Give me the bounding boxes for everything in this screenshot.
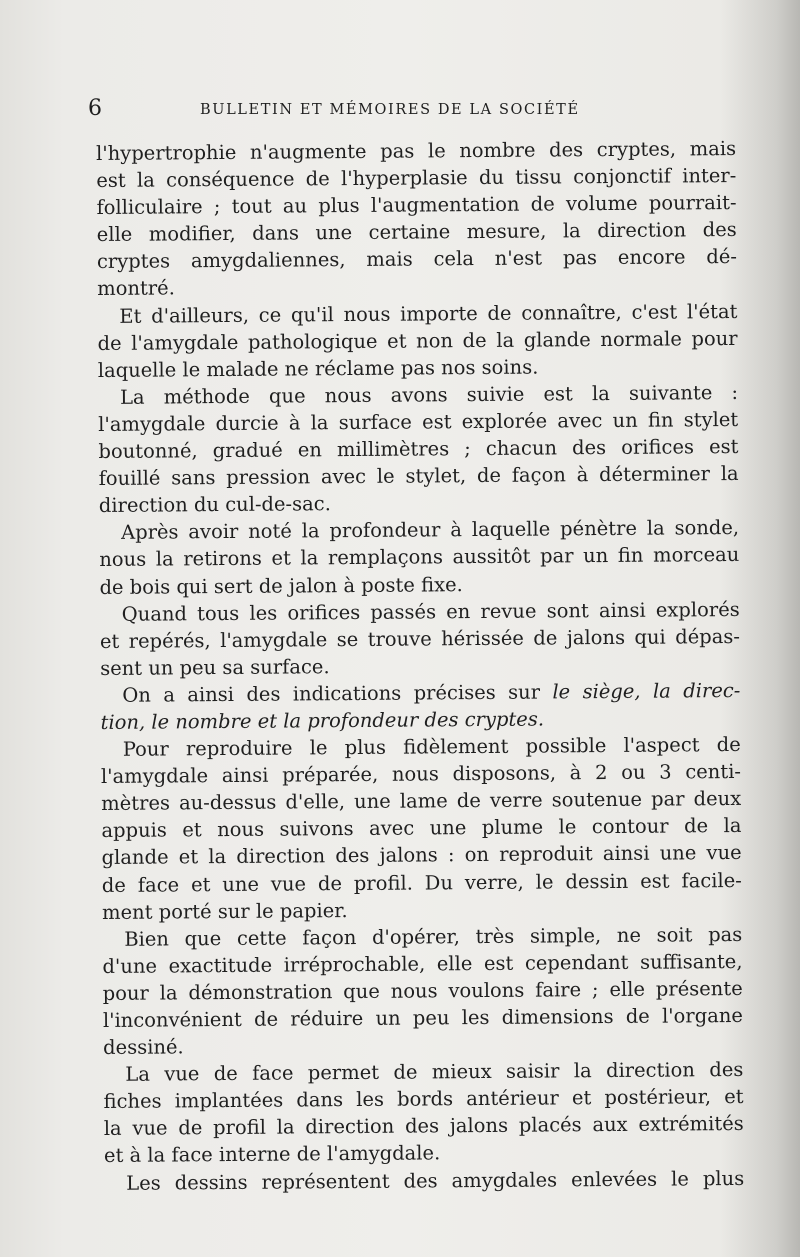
paragraph: [98, 379, 739, 519]
text-line: Et d'ailleurs, ce qu'il nous importe de connaître, c'est l'état: [119, 299, 738, 328]
text-line: Après avoir noté la profondeur à laquelle pénètre la sonde,: [120, 516, 740, 545]
text-line: l'inconvénient de réduire un peu les dimensions de l'organe: [102, 1003, 743, 1032]
text-line: et à la face interne de l'amygdale.: [103, 1141, 441, 1168]
italic-text-run: le siège, la direc-: [552, 678, 741, 704]
text-line: fouillé sans pression avec le stylet, de façon à déterminer la: [98, 462, 739, 491]
text-line: Les dessins représentent des amygdales enlevées le plus: [126, 1166, 745, 1195]
text-line: mètres au-dessus d'elle, une lame de verre soutenue par deux: [101, 787, 742, 816]
paragraph: [96, 135, 737, 303]
text-line: ment porté sur le papier.: [101, 898, 348, 924]
text-line: Bien que cette façon d'opérer, très simple, ne soit pas: [124, 922, 743, 951]
body-text: [96, 135, 744, 1197]
text-line: La méthode que nous avons suivie est la suivante :: [119, 380, 739, 409]
text-line: laquelle le malade ne réclame pas nos soins.: [97, 355, 539, 382]
text-line: sent un peu sa surface.: [100, 654, 330, 680]
text-line: boutonné, gradué en millimètres ; chacun des orifices est: [98, 434, 739, 464]
text-line: l'hypertrophie n'augmente pas le nombre des cryptes, mais: [96, 136, 737, 165]
text-line: elle modifier, dans une certaine mesure, la direction des: [96, 218, 737, 247]
text-line: nous la retirons et la remplaçons aussitôt par un fin morceau: [99, 543, 740, 572]
paragraph: [104, 1165, 744, 1197]
text-line: et repérés, l'amygdale se trouve hérissée de jalons qui dépas-: [99, 624, 741, 653]
text-line: fiches implantées dans les bords antérieur et postérieur, et: [103, 1085, 744, 1114]
text-line: l'amygdale ainsi préparée, nous disposons, à 2 ou 3 centi-: [100, 760, 742, 789]
text-line: montré.: [97, 276, 175, 301]
text-line: d'une exactitude irréprochable, elle est cependant suffisante,: [102, 949, 743, 978]
text-line: est la conséquence de l'hyperplasie du tissu conjonctif inter-: [96, 164, 737, 193]
text-line: [100, 677, 740, 709]
paragraph: [100, 596, 741, 682]
text-line: Quand tous les orifices passés en revue sont ainsi explorés: [121, 597, 740, 626]
running-title: BULLETIN ET MÉMOIRES DE LA SOCIÉTÉ: [200, 102, 580, 118]
page-header: [88, 96, 728, 126]
text-line: glande et la direction des jalons : on reproduit ainsi une vue: [101, 841, 742, 870]
text-line: de face et une vue de profil. Du verre, le dessin est facile-: [101, 868, 742, 897]
text-line: La vue de face permet de mieux saisir la direction des: [125, 1058, 744, 1086]
text-line: pour la démonstration que nous voulons faire ; elle présente: [102, 976, 743, 1005]
page-number: 6: [88, 96, 102, 121]
paragraph: [97, 298, 738, 384]
text-line: cryptes amygdaliennes, mais cela n'est pas encore dé-: [96, 245, 738, 274]
paragraph: [100, 677, 740, 736]
paragraph: [101, 731, 742, 926]
text-run: On a ainsi des indications précises sur: [122, 680, 541, 707]
italic-text-run: tion, le nombre et la profondeur des cryptes.: [100, 707, 545, 734]
text-line: direction du cul-de-sac.: [98, 492, 331, 518]
text-line: appuis et nous suivons avec une plume le contour de la: [101, 814, 742, 843]
text-line: dessiné.: [103, 1035, 184, 1060]
text-line: Pour reproduire le plus fidèlement possible l'aspect de: [122, 733, 741, 761]
paragraph: [103, 1056, 744, 1169]
text-line: la vue de profil la direction des jalons placés aux extrémités: [103, 1112, 744, 1141]
paragraph: [99, 514, 740, 600]
text-line: de bois qui sert de jalon à poste fixe.: [99, 572, 463, 599]
text-line: folliculaire ; tout au plus l'augmentation de volume pourrait-: [96, 191, 737, 220]
text-line: de l'amygdale pathologique et non de la glande normale pour: [97, 326, 738, 355]
paragraph: [102, 921, 743, 1061]
text-line: l'amygdale durcie à la surface est explorée avec un fin stylet: [98, 407, 739, 436]
